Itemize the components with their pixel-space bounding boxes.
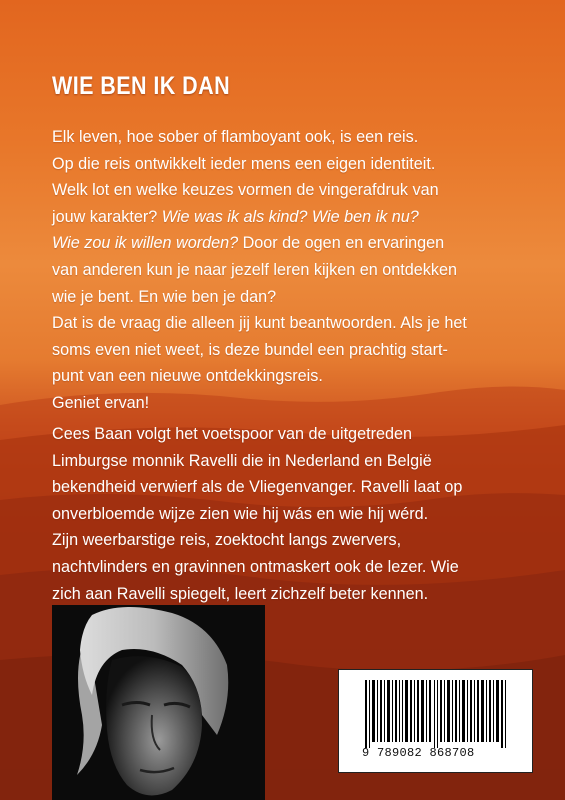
blurb-line: Zijn weerbarstige reis, zoektocht langs zwervers, — [52, 531, 402, 550]
author-portrait — [52, 605, 265, 800]
blurb-line: Op die reis ontwikkelt ieder mens een eigen identiteit. — [52, 154, 436, 173]
blurb-line: nachtvlinders en gravinnen ontmaskert ook de lezer. Wie — [52, 557, 459, 576]
blurb-line — [52, 230, 522, 257]
blurb-text: jouw karakter? — [52, 207, 158, 226]
blurb-line: bekendheid verwierf als de Vliegenvanger. Ravelli laat op — [52, 478, 463, 497]
blurb-line: Limburgse monnik Ravelli die in Nederland en België — [52, 451, 432, 470]
blurb-line: soms even niet weet, is deze bundel een prachtig start- — [52, 340, 448, 359]
blurb-line: zich aan Ravelli spiegelt, leert zichzelf beter kennen. — [52, 584, 429, 603]
blurb-paragraph-1 — [52, 124, 522, 417]
blurb-text: Door de ogen en ervaringen — [242, 234, 445, 253]
back-cover-title: WIE BEN IK DAN — [52, 72, 231, 100]
blurb-line: Geniet ervan! — [52, 393, 150, 412]
isbn-number: 9 789082 868708 — [362, 746, 475, 760]
author-portrait-image — [52, 605, 265, 800]
blurb-paragraph-2 — [52, 421, 522, 607]
blurb-line: Cees Baan volgt het voetspoor van de uitgetreden — [52, 425, 412, 443]
blurb-line: punt van een nieuwe ontdekkingsreis. — [52, 367, 323, 386]
blurb-line: van anderen kun je naar jezelf leren kijken en ontdekken — [52, 260, 457, 279]
blurb-line: Elk leven, hoe sober of flamboyant ook, is een reis. — [52, 128, 419, 146]
blurb-line: onverbloemde wijze zien wie hij wás en wie hij wérd. — [52, 504, 429, 523]
blurb-question: Wie zou ik willen worden? — [52, 234, 239, 253]
isbn-barcode — [338, 669, 533, 773]
blurb-line: Welk lot en welke keuzes vormen de vingerafdruk van — [52, 181, 439, 200]
blurb-question: Wie was ik als kind? Wie ben ik nu? — [161, 207, 419, 226]
blurb-line — [52, 204, 522, 231]
blurb-line: Dat is de vraag die alleen jij kunt beantwoorden. Als je het — [52, 314, 467, 333]
blurb-line: wie je bent. En wie ben je dan? — [52, 287, 277, 306]
